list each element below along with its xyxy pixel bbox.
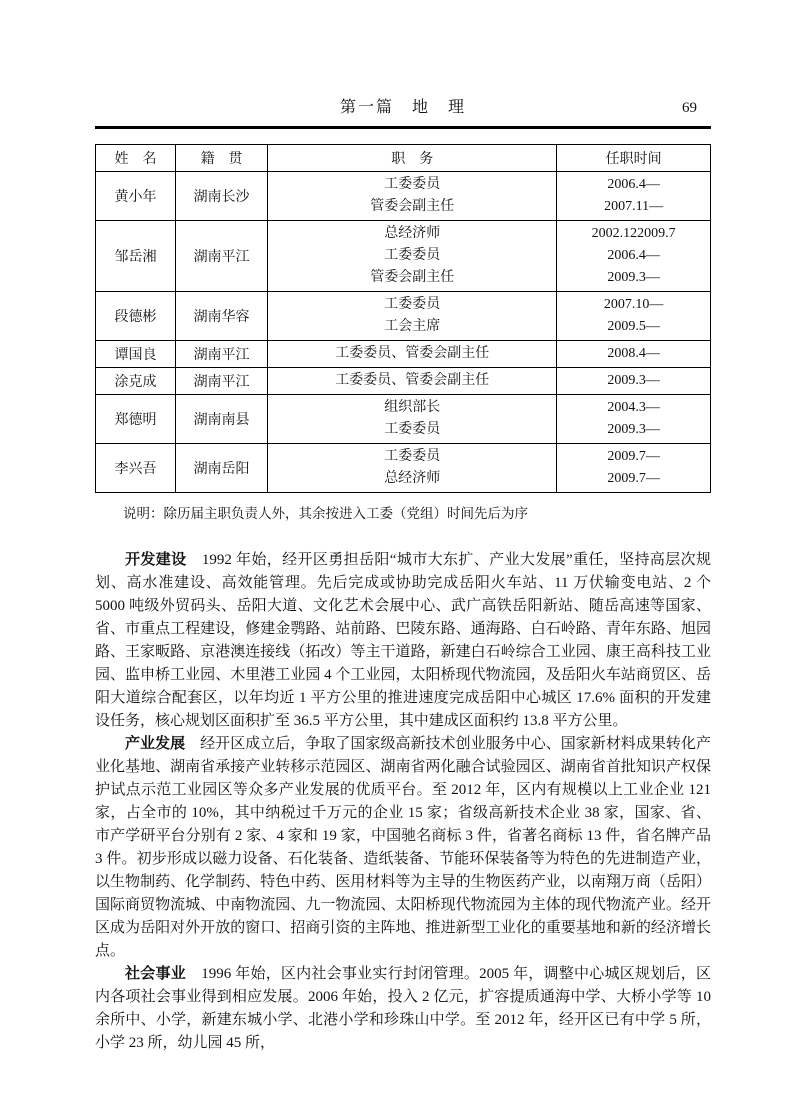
table-row bbox=[96, 172, 711, 221]
position-line: 管委会副主任 bbox=[370, 199, 455, 214]
position-line: 管委会副主任 bbox=[370, 270, 455, 285]
table-row bbox=[96, 368, 711, 395]
person-positions bbox=[268, 172, 557, 221]
time-line: 2009.7— bbox=[607, 471, 660, 486]
paragraph-text-development: 1992 年始，经开区勇担岳阳“城市大东扩、产业大发展”重任，坚持高层次规划、高水准建设、高效能管理。先后完成或协助完成岳阳火车站、11 万伏输变电站、2 个 5000 吨级外贸码头、岳阳大道、文化艺术会展中心、武广高铁岳阳新站、随岳高速等国家、省、市重点工程建设，修建金鹗路、站前路、巴陵东路、通海路、白石岭路、青年东路、旭园路、王家畈路、京港澳连接线（拓改）等主干道路，新建白石岭综合工业园、康王高科技工业园、监申桥工业园、木里港工业园 4 个工业园，太阳桥现代物流园，及岳阳火车站商贸区、岳阳大道综合配套区，以年均近 1 平方公里的推进速度完成岳阳中心城区 17.6% 面积的开发建设任务，核心规划区面积扩至 36.5 平方公里，其中建成区面积约 13.8 平方公里。 bbox=[95, 552, 711, 729]
person-origin: 湖南岳阳 bbox=[175, 444, 267, 493]
person-times bbox=[557, 368, 711, 395]
person-name: 邹岳湘 bbox=[96, 221, 176, 292]
person-origin: 湖南长沙 bbox=[175, 172, 267, 221]
person-times bbox=[557, 172, 711, 221]
paragraph-lead-development: 开发建设 bbox=[125, 552, 187, 568]
person-positions bbox=[268, 395, 557, 444]
person-name: 段德彬 bbox=[96, 292, 176, 341]
position-line: 工委委员 bbox=[384, 449, 441, 464]
time-line: 2007.10— bbox=[603, 297, 664, 312]
officials-table bbox=[95, 144, 711, 493]
time-line: 2002.122009.7 bbox=[591, 226, 676, 241]
position-line: 工委委员 bbox=[384, 248, 441, 263]
time-line: 2009.3— bbox=[607, 422, 660, 437]
person-origin: 湖南南县 bbox=[175, 395, 267, 444]
position-line: 工会主席 bbox=[384, 319, 441, 334]
paragraph-lead-industry: 产业发展 bbox=[125, 736, 186, 752]
time-line: 2006.4— bbox=[607, 177, 660, 192]
position-line: 总经济师 bbox=[384, 471, 441, 486]
page-number: 69 bbox=[682, 100, 697, 116]
person-times bbox=[557, 221, 711, 292]
person-positions bbox=[268, 221, 557, 292]
position-line: 工委委员 bbox=[384, 297, 441, 312]
table-row bbox=[96, 395, 711, 444]
paragraph-text-social: 1996 年始，区内社会事业实行封闭管理。2005 年，调整中心城区规划后，区内各项社会事业得到相应发展。2006 年始，投入 2 亿元，扩容提质通海中学、大桥小学等 10 余所中、小学，新建东城小学、北港小学和珍珠山中学。至 2012 年，经开区已有中学 5 所，小学 23 所，幼儿园 45 所， bbox=[95, 966, 711, 1051]
table-header-row bbox=[96, 145, 711, 172]
paragraph-development bbox=[95, 549, 711, 733]
person-origin: 湖南平江 bbox=[175, 341, 267, 368]
position-line: 总经济师 bbox=[384, 226, 441, 241]
body-paragraphs bbox=[95, 549, 711, 1055]
table-row bbox=[96, 221, 711, 292]
person-positions bbox=[268, 368, 557, 395]
person-origin: 湖南华容 bbox=[175, 292, 267, 341]
person-name: 黄小年 bbox=[96, 172, 176, 221]
time-line: 2009.3— bbox=[607, 270, 660, 285]
time-line: 2007.11— bbox=[604, 199, 664, 214]
page-content bbox=[95, 96, 711, 1055]
person-name: 谭国良 bbox=[96, 341, 176, 368]
roster-table-body bbox=[96, 172, 711, 493]
person-origin: 湖南平江 bbox=[175, 368, 267, 395]
time-line: 2006.4— bbox=[607, 248, 660, 263]
col-header-time: 任职时间 bbox=[557, 145, 711, 172]
paragraph-social bbox=[95, 963, 711, 1055]
position-line: 工委委员 bbox=[384, 177, 441, 192]
table-row bbox=[96, 444, 711, 493]
time-line: 2009.7— bbox=[607, 449, 660, 464]
header-rule bbox=[95, 126, 711, 129]
col-header-position: 职 务 bbox=[268, 145, 557, 172]
time-line: 2004.3— bbox=[607, 400, 660, 415]
time-line: 2009.5— bbox=[607, 319, 660, 334]
person-name: 涂克成 bbox=[96, 368, 176, 395]
col-header-origin: 籍 贯 bbox=[175, 145, 267, 172]
paragraph-lead-social: 社会事业 bbox=[125, 966, 186, 982]
section-title: 第一篇 地 理 bbox=[339, 99, 466, 116]
person-times bbox=[557, 341, 711, 368]
position-line: 工委委员、管委会副主任 bbox=[335, 373, 490, 388]
person-positions bbox=[268, 341, 557, 368]
table-note: 说明：除历届主职负责人外，其余按进入工委（党组）时间先后为序 bbox=[123, 506, 528, 521]
person-positions bbox=[268, 444, 557, 493]
col-header-name: 姓 名 bbox=[96, 145, 176, 172]
person-times bbox=[557, 444, 711, 493]
position-line: 工委委员、管委会副主任 bbox=[335, 346, 490, 361]
person-positions bbox=[268, 292, 557, 341]
table-row bbox=[96, 292, 711, 341]
page-header bbox=[95, 96, 711, 120]
position-line: 工委委员 bbox=[384, 422, 441, 437]
time-line: 2008.4— bbox=[607, 346, 660, 361]
paragraph-industry bbox=[95, 733, 711, 963]
table-row bbox=[96, 341, 711, 368]
paragraph-text-industry: 经开区成立后，争取了国家级高新技术创业服务中心、国家新材料成果转化产业化基地、湖南省承接产业转移示范园区、湖南省两化融合试验园区、湖南省首批知识产权保护试点示范工业园区等众多产业发展的优质平台。至 2012 年，区内有规模以上工业企业 121 家，占全市的 10%，其中纳税过千万元的企业 15 家；省级高新技术企业 38 家，国家、省、市产学研平台分别有 2 家、4 家和 19 家，中国驰名商标 3 件，省著名商标 13 件，省名牌产品 3 件。初步形成以磁力设备、石化装备、造纸装备、节能环保装备等为特色的先进制造产业，以生物制药、化学制药、特色中药、医用材料等为主导的生物医药产业，以南翔万商（岳阳）国际商贸物流城、中南物流园、九一物流园、太阳桥现代物流园为主体的现代物流产业。经开区成为岳阳对外开放的窗口、招商引资的主阵地、推进新型工业化的重要基地和新的经济增长点。 bbox=[95, 736, 711, 959]
person-name: 李兴吾 bbox=[96, 444, 176, 493]
person-name: 郑德明 bbox=[96, 395, 176, 444]
person-origin: 湖南平江 bbox=[175, 221, 267, 292]
time-line: 2009.3— bbox=[607, 373, 660, 388]
person-times bbox=[557, 292, 711, 341]
position-line: 组织部长 bbox=[384, 400, 441, 415]
officials-table-head bbox=[96, 145, 711, 172]
person-times bbox=[557, 395, 711, 444]
